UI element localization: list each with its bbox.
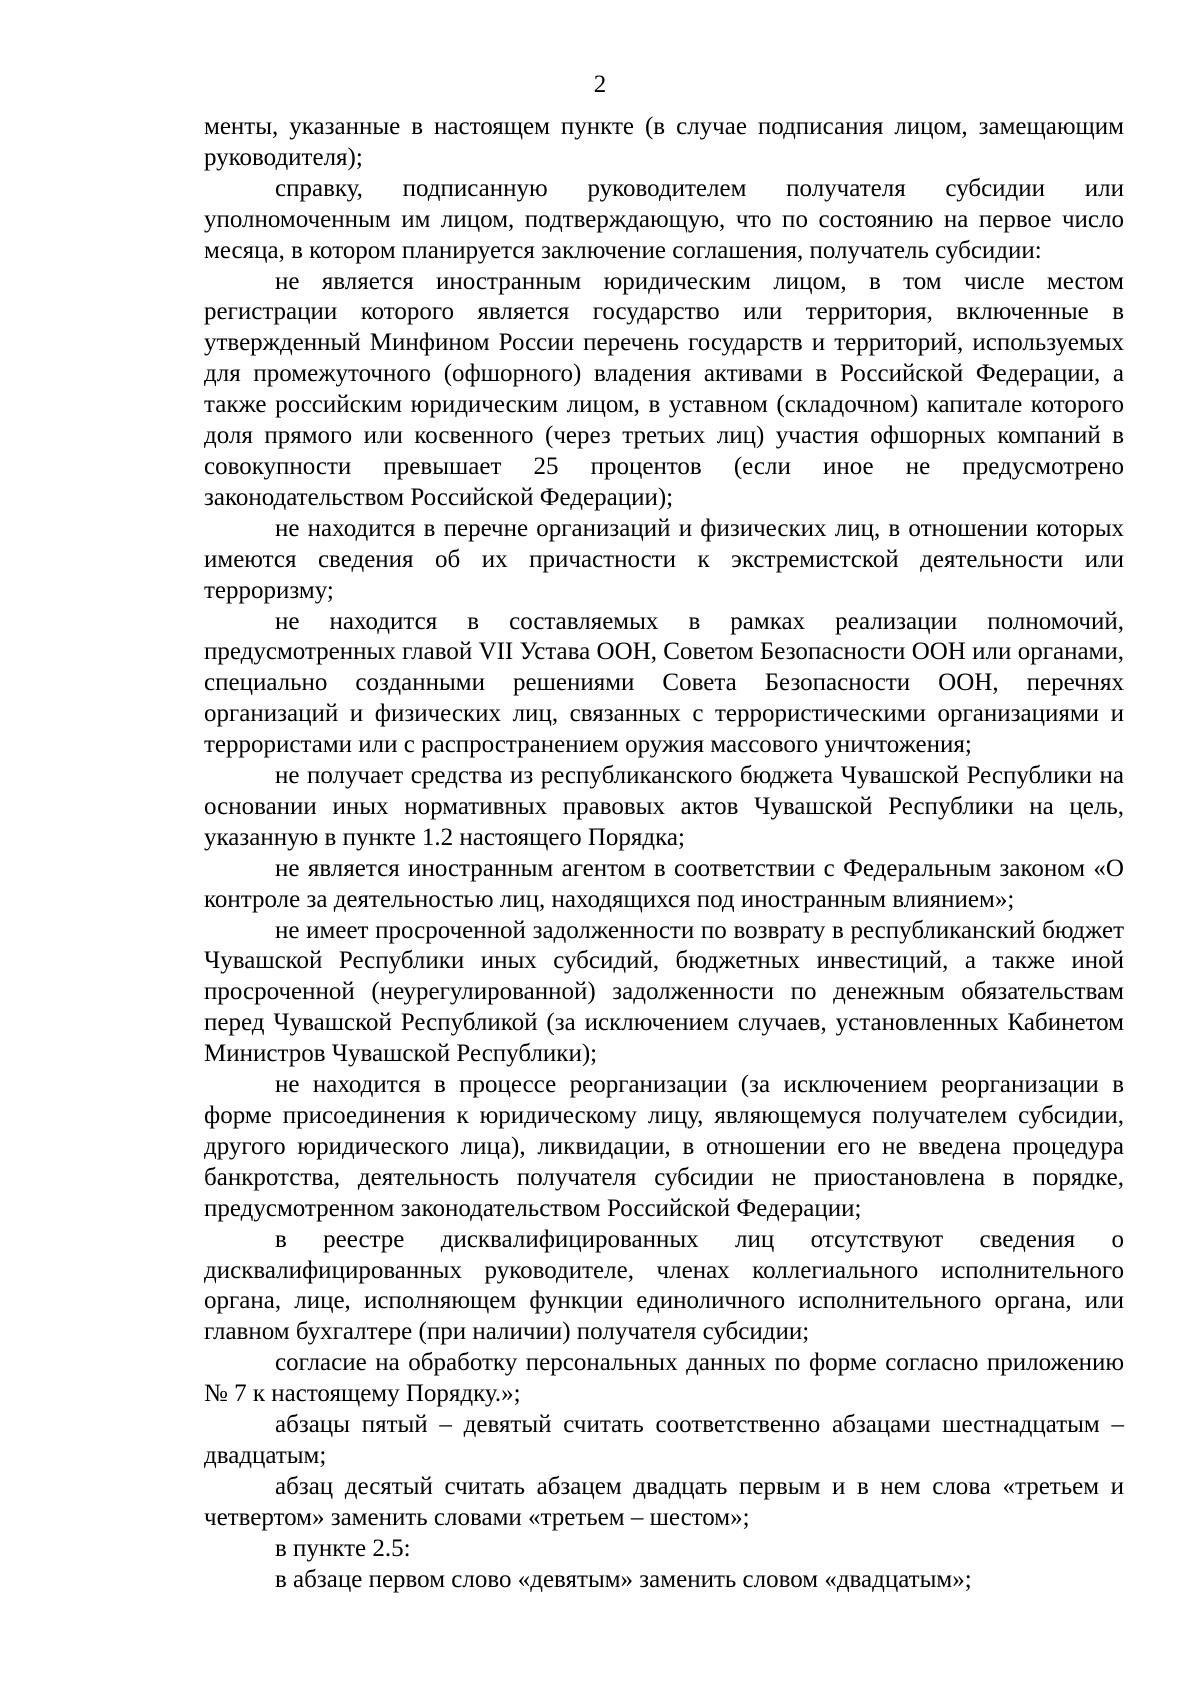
paragraph-10: в реестре дисквалифицированных лиц отсутствуют сведения о дисквалифицированных руководителе, членах коллегиального исполнительного органа, лице, исполняющем функции единоличного исполнительного органа, или главном бухгалтере (при наличии) получателя субсидии; [204, 1225, 1124, 1346]
paragraph-12: абзацы пятый – девятый считать соответственно абзацами шестнадцатым – двадцатым; [204, 1411, 1124, 1469]
page-number: 2 [593, 71, 607, 98]
paragraph-1: менты, указанные в настоящем пункте (в случае подписания лицом, замещающим руководителя); [204, 113, 1124, 171]
paragraph-7: не является иностранным агентом в соответствии с Федеральным законом «О контроле за деятельностью лиц, находящихся под иностранным влиянием»; [204, 854, 1124, 913]
paragraph-6: не получает средства из республиканского бюджета Чувашской Республики на основании иных нормативных правовых актов Чувашской Республики на цель, указанную в пункте 1.2 настоящего Порядка; [204, 762, 1124, 851]
paragraph-14: в пункте 2.5: [275, 1534, 411, 1562]
paragraph-8: не имеет просроченной задолженности по возврату в республиканский бюджет Чувашской Республики иных субсидий, бюджетных инвестиций, а также иной просроченной (неурегулированной) задолженности по денежным обязательствам перед Чувашской Республикой (за исключением случаев, установленных Кабинетом Министров Чувашской Республики); [204, 916, 1124, 1068]
paragraph-4: не находится в перечне организаций и физических лиц, в отношении которых имеются сведения об их причастности к экстремистской деятельности или терроризму; [204, 514, 1124, 604]
paragraph-11: согласие на обработку персональных данных по форме согласно приложению № 7 к настоящему Порядку.»; [204, 1349, 1124, 1408]
paragraph-2: справку, подписанную руководителем получателя субсидии или уполномоченным им лицом, подтверждающую, что по состоянию на первое число месяца, в котором планируется заключение соглашения, получатель субсидии: [204, 174, 1124, 264]
document-body [204, 112, 1124, 1596]
paragraph-9: не находится в процессе реорганизации (за исключением реорганизации в форме присоединения к юридическому лицу, являющемуся получателем субсидии, другого юридического лица), ликвидации, в отношении его не введена процедура банкротства, деятельность получателя субсидии не приостановлена в порядке, предусмотренном законодательством Российской Федерации; [204, 1071, 1124, 1222]
paragraph-5: не находится в составляемых в рамках реализации полномочий, предусмотренных главой VII Устава ООН, Советом Безопасности ООН или органами, специально созданными решениями Совета Безопасности ООН, перечнях организаций и физических лиц, связанных с террористическими организациями и террористами или с распространением оружия массового уничтожения; [204, 607, 1124, 759]
paragraph-3: не является иностранным юридическим лицом, в том числе местом регистрации которого является государство или территория, включенные в утвержденный Минфином России перечень государств и территорий, используемых для промежуточного (офшорного) владения активами в Российской Федерации, а также российским юридическим лицом, в уставном (складочном) капитале которого доля прямого или косвенного (через третьих лиц) участия офшорных компаний в совокупности превышает 25 процентов (если иное не предусмотрено законодательством Российской Федерации); [204, 267, 1124, 511]
paragraph-13: абзац десятый считать абзацем двадцать первым и в нем слова «третьем и четвертом» заменить словами «третьем – шестом»; [204, 1472, 1124, 1531]
paragraph-15: в абзаце первом слово «девятым» заменить словом «двадцатым»; [275, 1565, 972, 1593]
